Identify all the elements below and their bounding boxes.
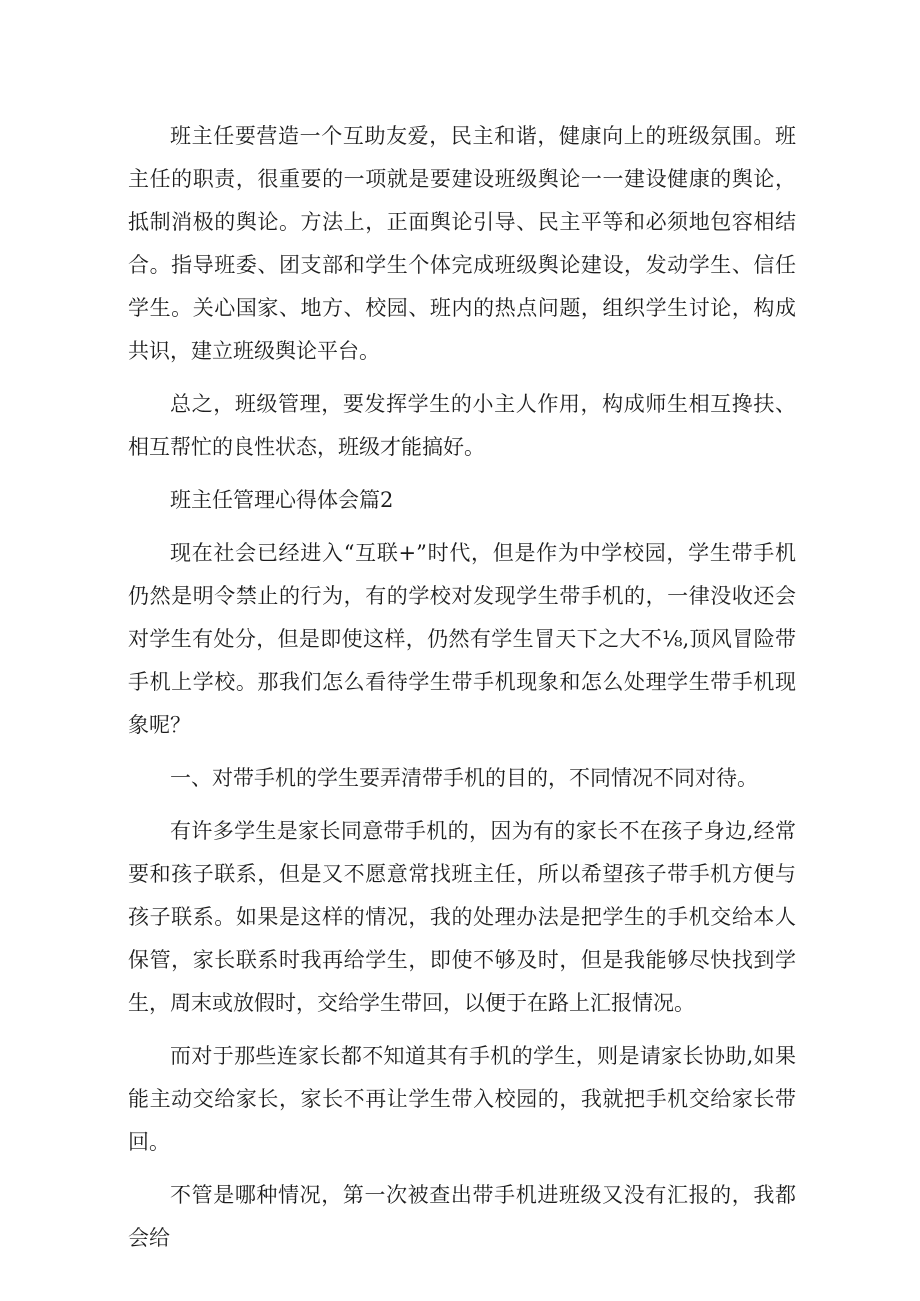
paragraph-point-one: 一、对带手机的学生要弄清带手机的目的，不同情况不同对待。 bbox=[170, 766, 758, 790]
document-body bbox=[128, 115, 796, 1270]
paragraph-class-atmosphere: 班主任要营造一个互助友爱，民主和谐，健康向上的班级氛围。班主任的职责，很重要的一项就是要建设班级舆论一一建设健康的舆论，抵制消极的舆论。方法上，正面舆论引导、民主平等和必须地包容相结合。指导班委、团支部和学生个体完成班级舆论建设，发动学生、信任学生。关心国家、地方、校园、班内的热点问题，组织学生讨论，构成共识，建立班级舆论平台。 bbox=[128, 124, 796, 363]
paragraph-parent-unaware: 而对于那些连家长都不知道其有手机的学生，则是请家长协助,如果能主动交给家长，家长不再让学生带入校园的，我就把手机交给家长带回。 bbox=[128, 1044, 796, 1154]
paragraph-first-offense: 不管是哪种情况，第一次被查出带手机进班级又没有汇报的，我都会给 bbox=[128, 1183, 796, 1250]
paragraph-parent-consent: 有许多学生是家长同意带手机的，因为有的家长不在孩子身边,经常要和孩子联系，但是又不愿意常找班主任，所以希望孩子带手机方便与孩子联系。如果是这样的情况，我的处理办法是把学生的手机交给本人保管，家长联系时我再给学生，即使不够及时，但是我能够尽快找到学生，周末或放假时，交给学生带回，以便于在路上汇报情况。 bbox=[128, 819, 796, 1015]
paragraph-phone-intro: 现在社会已经进入“互联+”时代，但是作为中学校园，学生带手机仍然是明令禁止的行为，有的学校对发现学生带手机的，一律没收还会对学生有处分，但是即使这样，仍然有学生冒天下之大不⅛,顶风冒险带手机上学校。那我们怎么看待学生带手机现象和怎么处理学生带手机现象呢？ bbox=[128, 541, 796, 737]
section-heading: 班主任管理心得体会篇2 bbox=[170, 488, 394, 512]
paragraph-summary: 总之，班级管理，要发挥学生的小主人作用，构成师生相互搀扶、相互帮忙的良性状态，班级才能搞好。 bbox=[128, 392, 796, 459]
